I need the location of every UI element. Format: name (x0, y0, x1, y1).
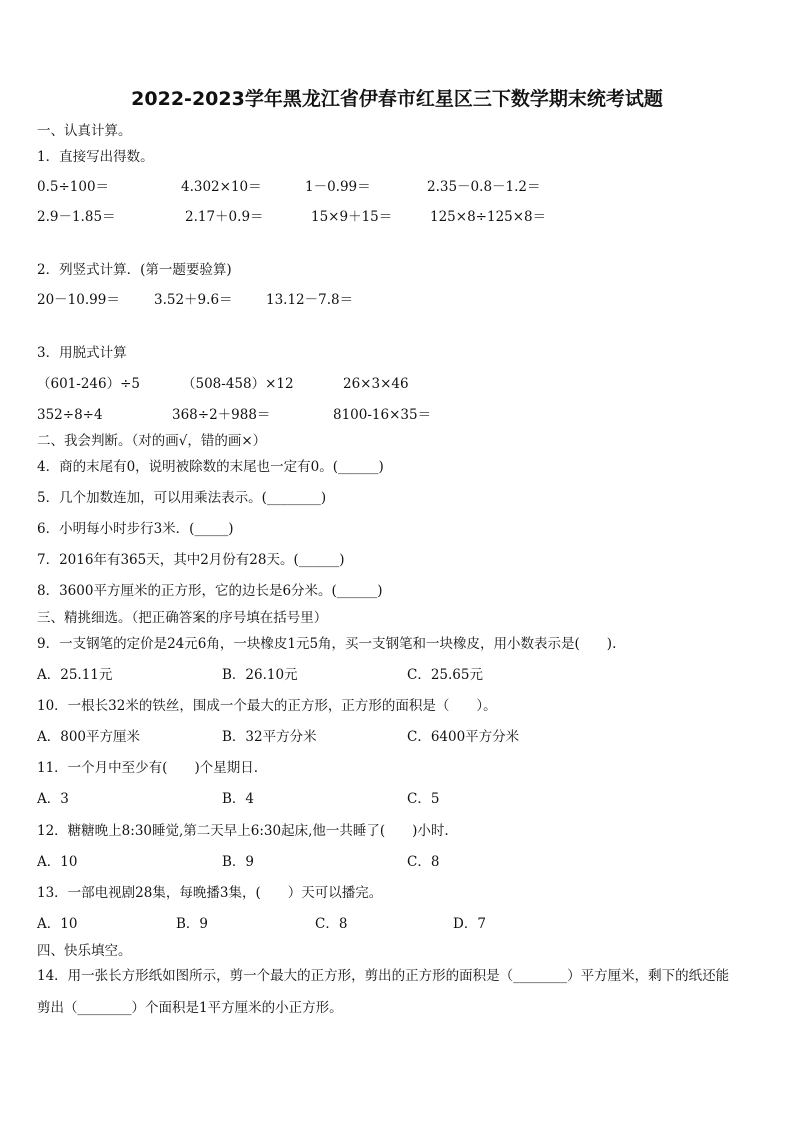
q3-item: 26×3×46 (343, 376, 409, 392)
choice-question-13: 13．一部电视剧28集，每晚播3集，( ）天可以播完。 (37, 885, 383, 901)
choice-option: B．32平方分米 (222, 729, 317, 745)
question-2-stem: 2．列竖式计算．(第一题要验算) (37, 262, 232, 278)
fill-question-14-line-1: 14．用一张长方形纸如图所示，剪一个最大的正方形，剪出的正方形的面积是（________）平方厘米，剩下的纸还能 (37, 968, 730, 984)
question-1-stem: 1．直接写出得数。 (37, 149, 154, 165)
choice-option: C．8 (315, 916, 348, 932)
choice-question-10: 10．一根长32米的铁丝，围成一个最大的正方形，正方形的面积是（ ）。 (37, 698, 497, 714)
q2-item: 3.52＋9.6＝ (154, 292, 233, 308)
choice-option: B．9 (222, 854, 255, 870)
choice-question-9: 9．一支钢笔的定价是24元6角，一块橡皮1元5角，买一支钢笔和一块橡皮，用小数表示是( ). (37, 636, 617, 652)
judge-question: 8．3600平方厘米的正方形，它的边长是6分米。(______) (37, 583, 383, 599)
q1-item: 4.302×10＝ (181, 179, 262, 195)
choice-option: D．7 (453, 916, 486, 932)
q2-item: 20－10.99＝ (37, 292, 120, 308)
q3-item: 8100-16×35＝ (333, 407, 432, 423)
q1-item: 2.9－1.85＝ (37, 209, 116, 225)
choice-option: C．5 (407, 791, 440, 807)
q1-item: 0.5÷100＝ (37, 179, 110, 195)
question-3-stem: 3．用脱式计算 (37, 345, 127, 361)
choice-option: B．26.10元 (222, 667, 298, 683)
judge-question: 4．商的末尾有0，说明被除数的末尾也一定有0。(______) (37, 459, 384, 475)
choice-option: A．10 (37, 854, 78, 870)
choice-question-12: 12．糖糖晚上8:30睡觉,第二天早上6:30起床,他一共睡了( )小时. (37, 823, 449, 839)
judge-question: 6．小明每小时步行3米．(_____) (37, 521, 234, 537)
q1-item: 2.35－0.8－1.2＝ (427, 179, 541, 195)
q2-item: 13.12－7.8＝ (266, 292, 354, 308)
choice-option: C．6400平方分米 (407, 729, 520, 745)
section-heading-1: 一、认真计算。 (37, 123, 132, 139)
q3-item: 368÷2＋988＝ (172, 407, 271, 423)
choice-question-11: 11．一个月中至少有( )个星期日. (37, 760, 259, 776)
choice-option: B．9 (176, 916, 209, 932)
judge-question: 5．几个加数连加，可以用乘法表示。(________) (37, 490, 327, 506)
choice-option: A．25.11元 (37, 667, 113, 683)
choice-option: A．800平方厘米 (37, 729, 141, 745)
section-heading-2: 二、我会判断。（对的画√，错的画×） (37, 433, 267, 449)
choice-option: B．4 (222, 791, 255, 807)
section-heading-3: 三、精挑细选。（把正确答案的序号填在括号里） (37, 610, 328, 626)
choice-option: C．8 (407, 854, 440, 870)
q1-item: 15×9＋15＝ (311, 209, 393, 225)
section-heading-4: 四、快乐填空。 (37, 943, 132, 959)
q1-item: 125×8÷125×8＝ (430, 209, 547, 225)
choice-option: A．3 (37, 791, 69, 807)
judge-question: 7．2016年有365天，其中2月份有28天。(______) (37, 552, 345, 568)
choice-option: A．10 (37, 916, 78, 932)
fill-question-14-line-2: 剪出（________）个面积是1平方厘米的小正方形。 (37, 1000, 343, 1016)
q1-item: 1－0.99＝ (305, 179, 371, 195)
q3-item: （601-246）÷5 (37, 376, 140, 392)
choice-option: C．25.65元 (407, 667, 483, 683)
page-title: 2022-2023学年黑龙江省伊春市红星区三下数学期末统考试题 (131, 88, 663, 110)
q1-item: 2.17＋0.9＝ (185, 209, 264, 225)
q3-item: （508-458）×12 (182, 376, 294, 392)
q3-item: 352÷8÷4 (37, 407, 103, 423)
